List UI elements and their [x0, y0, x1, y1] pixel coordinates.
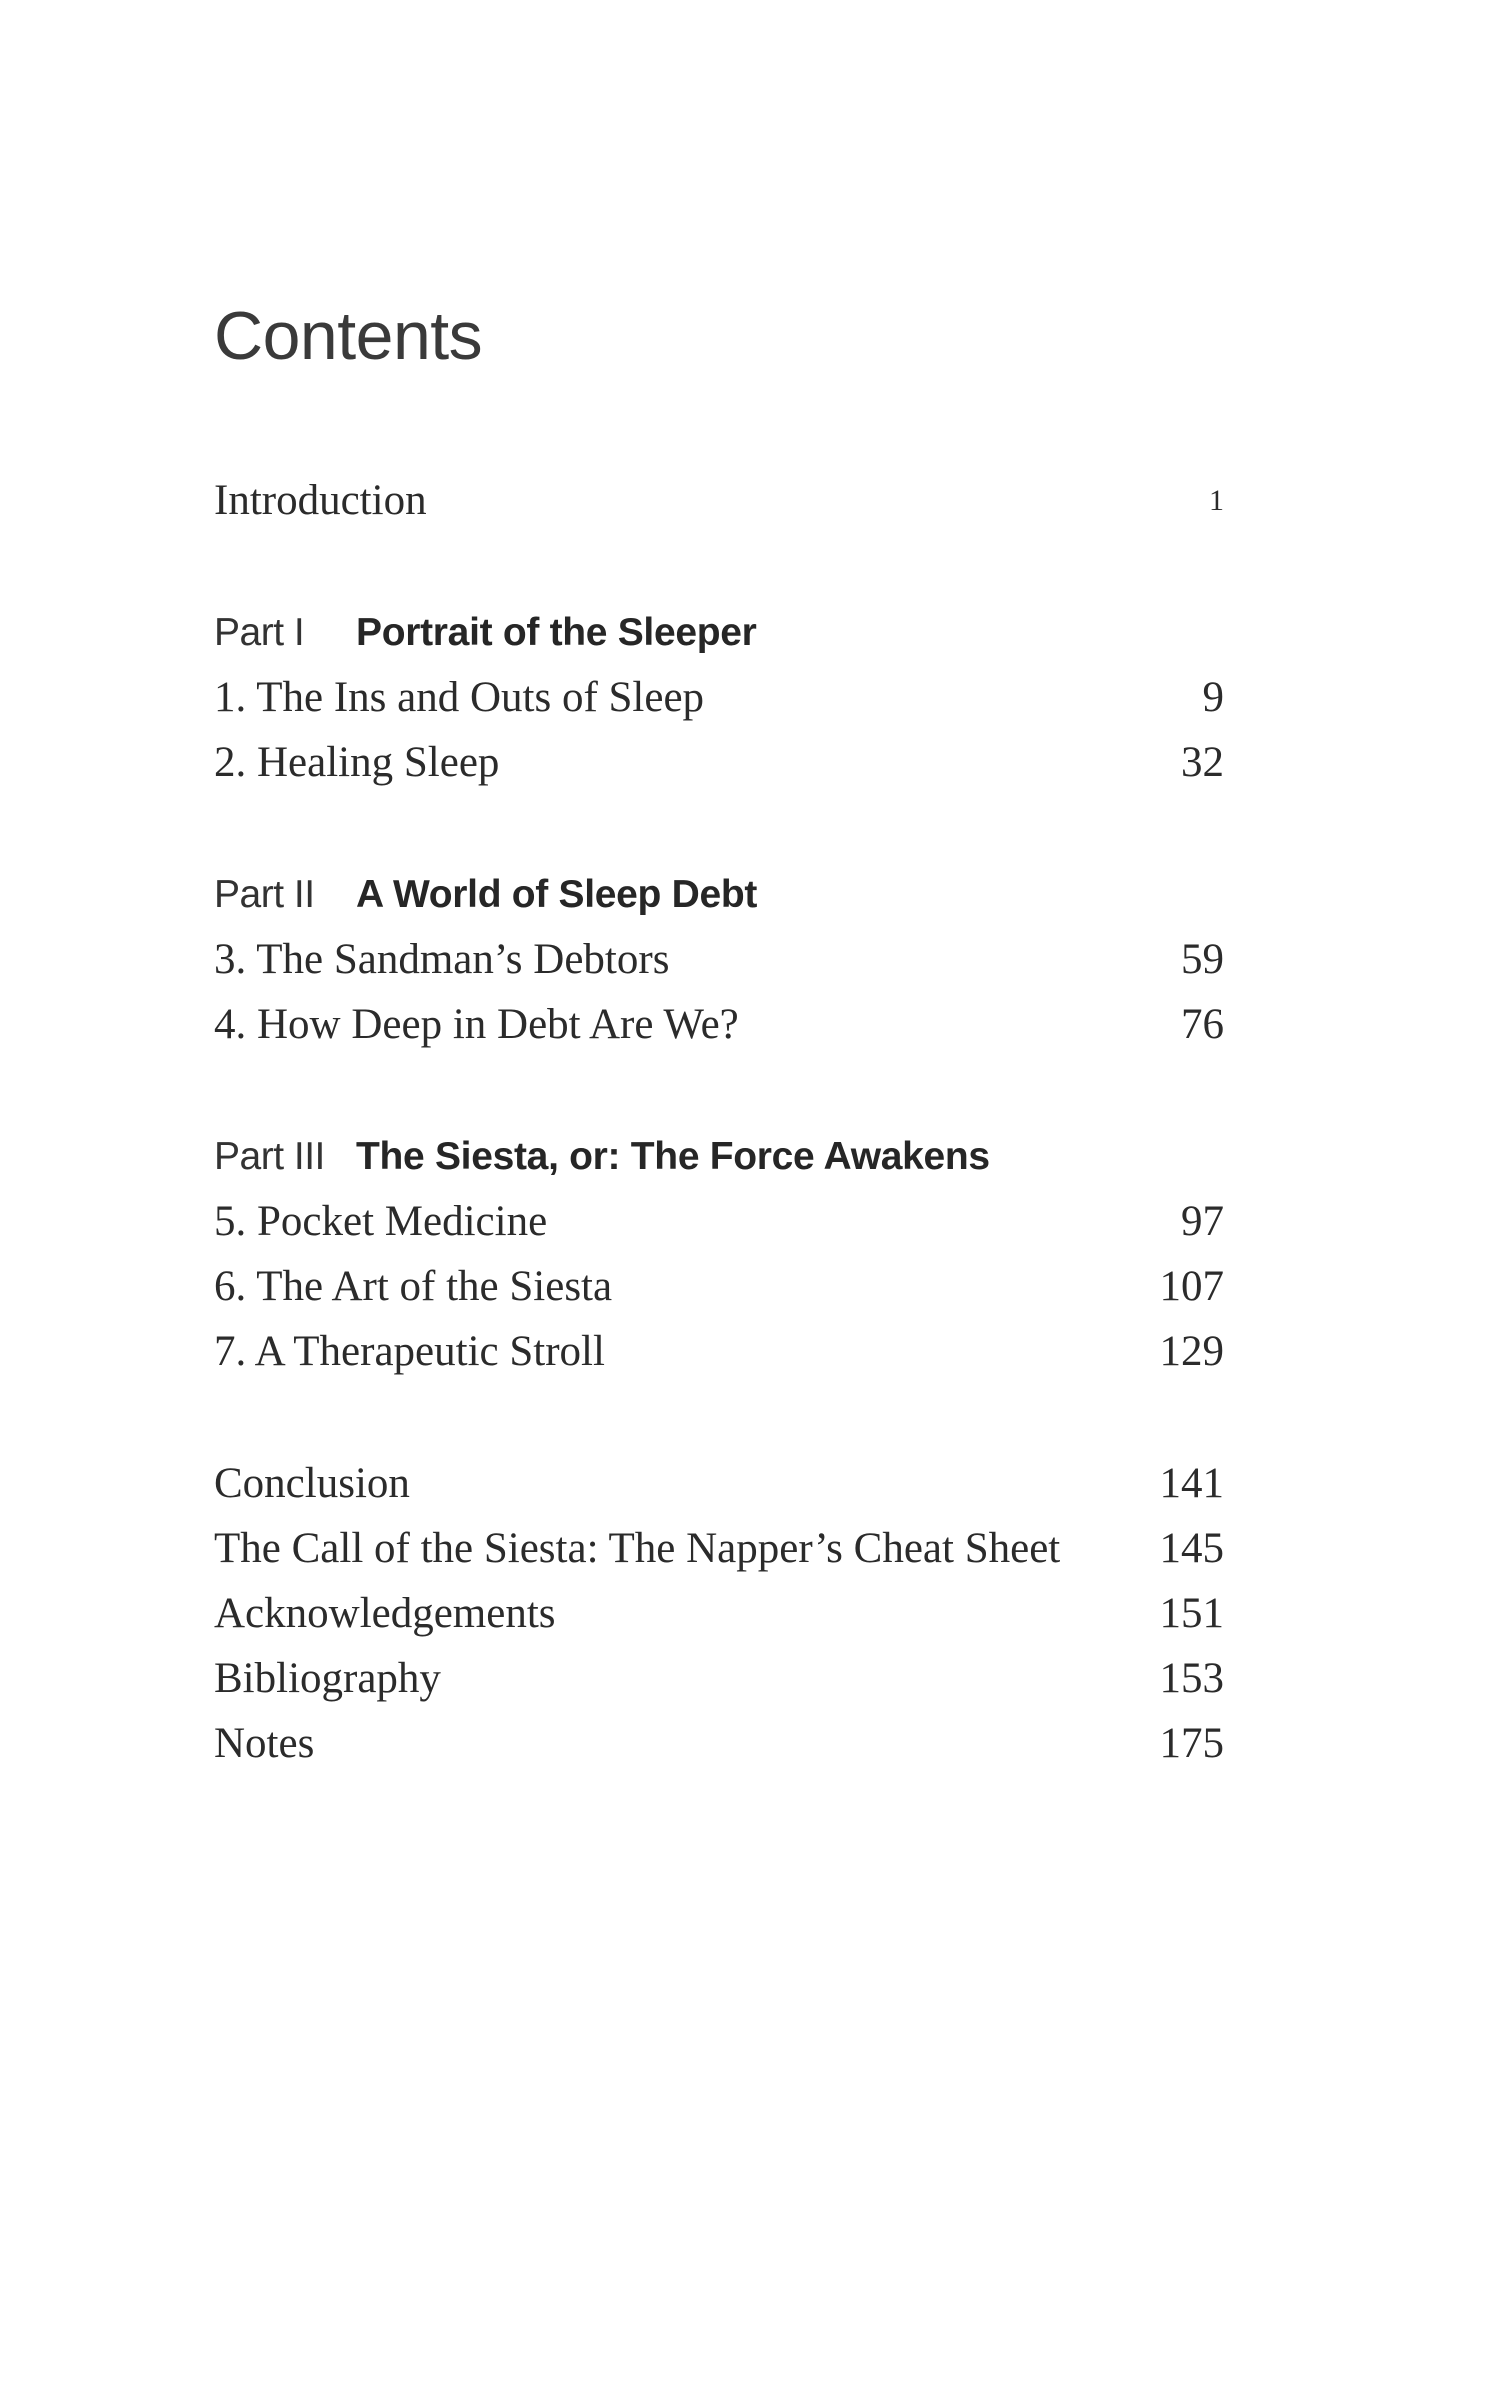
entry-page-number: 151 — [1159, 1590, 1224, 1637]
toc-entry-chapter-3 — [214, 927, 1224, 992]
toc-entry-cheat-sheet — [214, 1516, 1224, 1581]
entry-title: 7. A Therapeutic Stroll — [214, 1328, 605, 1375]
part-label: Part I — [214, 611, 305, 654]
entry-page-number: 9 — [1202, 674, 1224, 721]
entry-page-number: 97 — [1181, 1198, 1224, 1245]
toc-entry-acknowledgements — [214, 1581, 1224, 1646]
entry-title: Introduction — [214, 477, 427, 524]
entry-page-number: 145 — [1159, 1525, 1224, 1572]
entry-page-number: 153 — [1159, 1655, 1224, 1702]
entry-title: 5. Pocket Medicine — [214, 1198, 548, 1245]
toc-entry-conclusion — [214, 1451, 1224, 1516]
part-label: Part II — [214, 873, 315, 916]
toc-entry-introduction — [214, 468, 1224, 533]
toc-entry-chapter-1 — [214, 665, 1224, 730]
toc-entry-chapter-7 — [214, 1319, 1224, 1384]
entry-page-number: 59 — [1181, 936, 1224, 983]
entry-title: Notes — [214, 1720, 315, 1767]
entry-title: The Call of the Siesta: The Napper’s Cheat Sheet — [214, 1525, 1061, 1572]
entry-page-number: 107 — [1159, 1263, 1224, 1310]
part-title: The Siesta, or: The Force Awakens — [356, 1135, 990, 1178]
toc-entry-chapter-2 — [214, 730, 1224, 795]
entry-page-number: 1 — [1209, 484, 1224, 517]
entry-title: 1. The Ins and Outs of Sleep — [214, 674, 705, 721]
entry-page-number: 76 — [1181, 1001, 1224, 1048]
page-title: Contents — [214, 298, 483, 374]
entry-title: 2. Healing Sleep — [214, 739, 500, 786]
entry-title: 4. How Deep in Debt Are We? — [214, 1001, 739, 1048]
toc-entry-notes — [214, 1711, 1224, 1776]
entry-page-number: 32 — [1181, 739, 1224, 786]
part-heading-1 — [214, 600, 1224, 665]
entry-page-number: 129 — [1159, 1328, 1224, 1375]
part-label: Part III — [214, 1135, 325, 1178]
toc-entry-bibliography — [214, 1646, 1224, 1711]
part-title: A World of Sleep Debt — [356, 873, 758, 916]
toc-entry-chapter-6 — [214, 1254, 1224, 1319]
table-of-contents — [214, 468, 1224, 1776]
entry-page-number: 141 — [1159, 1460, 1224, 1507]
entry-title: Bibliography — [214, 1655, 441, 1702]
entry-title: 3. The Sandman’s Debtors — [214, 936, 670, 983]
part-title: Portrait of the Sleeper — [356, 611, 757, 654]
toc-entry-chapter-4 — [214, 992, 1224, 1057]
entry-page-number: 175 — [1159, 1720, 1224, 1767]
entry-title: Acknowledgements — [214, 1590, 556, 1637]
part-heading-3 — [214, 1124, 1224, 1189]
part-heading-2 — [214, 862, 1224, 927]
entry-title: 6. The Art of the Siesta — [214, 1263, 613, 1310]
entry-title: Conclusion — [214, 1460, 410, 1507]
toc-entry-chapter-5 — [214, 1189, 1224, 1254]
